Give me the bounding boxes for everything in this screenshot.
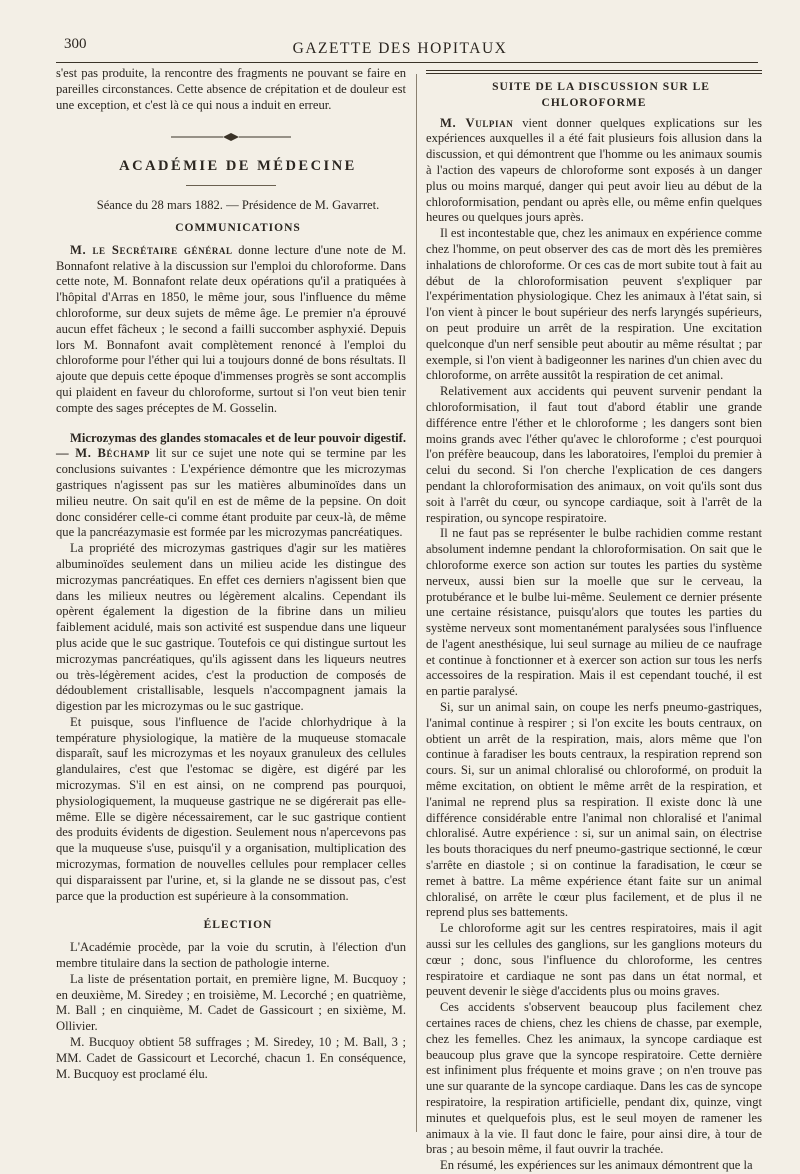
election-heading: ÉLECTION (203, 919, 273, 932)
microzymas-title: Microzymas des glandes stomacales et de leur pouvoir digestif. (70, 430, 406, 445)
right-column (426, 66, 762, 1174)
communications-heading: COMMUNICATIONS (175, 221, 301, 234)
page-number: 300 (64, 36, 87, 52)
election-paragraph-3: M. Bucquoy obtient 58 suffrages ; M. Siredey, 10 ; M. Ball, 3 ; MM. Cadet de Gassicourt et Lecorché, chacun 1. En conséquence, M. Bucquoy est proclamé élu. (56, 1035, 406, 1081)
vulpian-text: vient donner quelques explications sur les expériences auxquelles il a été fait plusieurs fois allusion dans la discussion, et qui démontrent que l'homme ou les animaux soumis à l'action des vapeurs de chloroforme sont exposés à un danger plus ou moins marqué, danger qui peut avoir lieu au début de la chloroformisation, pendant ou après elle, ou même enfin quelques heures ou quelques jours après. (426, 115, 762, 225)
discussion-paragraph-5: Si, sur un animal sain, on coupe les nerfs pneumo-gastriques, l'animal continue à respirer ; si l'on excite les bouts centraux, on obtient un arrêt de la respiration, mais, alors même que l'on continue à faradiser les bouts centraux, la respiration reprend son cours. Si, sur un animal chloralisé ou chloroformé, on produit la même excitation, on obtient le même arrêt de la respiration, et l'animal ne reprend plus sa respiration. Il existe donc là une différence considérable entre l'animal non chloralisé et l'animal chloralisé. Autre expérience : si, sur un animal sain, on électrise les bouts thoraciques du nerf pneumo-gastrique sectionné, le cœur s'arrête en diastole ; si on continue la faradisation, le cœur se remet à battre. La même expérience étant faite sur un animal chloralisé, on arrête le cœur plus facilement, et de plus il ne reprend plus ses battements. (426, 700, 762, 920)
header-rule (56, 62, 758, 63)
section-ornament-icon (171, 127, 291, 147)
secretaire-text: donne lecture d'une note de M. Bonnafont relative à la discussion sur l'emploi du chloroforme. Dans cette note, M. Bonnafont relate deux opérations qu'il a pratiquées à l'hôpital d'Arras en 1850, le même jour, sous l'influence du même chloroforme, sur deux sujets de même âge. Le premier n'a éprouvé aucun effet fâcheux ; le second a failli succomber asphyxié. Depuis lors M. Bonnafont avait complètement renoncé à l'emploi du chloroforme pour l'éther qui lui a toujours donné de bons résultats. Il ajoute que depuis cette époque d'immenses progrès se sont accomplis qui plaident en faveur du chloroforme, surtout si l'on veut bien tenir compte des sages préceptes de M. Gosselin. (56, 242, 407, 415)
left-column (56, 66, 406, 1082)
section-title-academie: ACADÉMIE DE MÉDECINE (119, 158, 357, 175)
discussion-top-rule (426, 70, 762, 74)
short-rule (186, 185, 276, 186)
discussion-paragraph-6: Le chloroforme agit sur les centres respiratoires, mais il agit aussi sur les cellules des ganglions, sur les ganglions moteurs du cœur ; donc, sous l'influence du chloroforme, les centres respiratoire et cardiaque ne sont pas dans un état normal, et peuvent devenir le siège d'accidents plus ou moins graves. (426, 921, 762, 999)
secretaire-paragraph (56, 243, 406, 417)
running-title: GAZETTE DES HOPITAUX (292, 40, 508, 57)
column-divider (416, 74, 417, 1132)
election-paragraph-1: L'Académie procède, par la voie du scrutin, à l'élection d'un membre titulaire dans la section de pathologie interne. (56, 940, 406, 971)
vulpian-lead: M. Vulpian (440, 115, 514, 130)
vulpian-paragraph (426, 116, 762, 227)
microzymas-paragraph-2: La propriété des microzymas gastriques d'agir sur les matières albuminoïdes seulement dans un milieu acide les distingue des microzymas pancréatiques. En effet ces derniers n'agissent bien que dans les milieux neutres ou légèrement alcalins. Cependant ils opèrent également la digestion de la fibrine dans un milieu faiblement acidulé, mais son activité est suspendue dans une liqueur plus acide que le suc gastrique. Toutefois ce qui distingue surtout les microzymas pancréatiques, qu'ils agissent dans les liqueurs neutres ou très-légèrement acides, c'est la production de composés de dédoublement cristallisable, lesquels n'accompagnent jamais la digestion par les microzymas ou le suc gastrique. (56, 541, 406, 714)
discussion-paragraph-7: Ces accidents s'observent beaucoup plus facilement chez certaines races de chiens, chez les chiens de chasse, par exemple, chez les femelles. Chez les animaux, la syncope cardiaque est beaucoup plus grave que la syncope respiratoire. Cette dernière est infiniment plus fréquente et moins grave ; on n'en trouve pas une sur quarante de la syncope cardiaque. Dans les cas de syncope respiratoire, la respiration artificielle, pendant dix, quinze, vingt minutes et quelquefois plus, est le seul moyen de ramener les animaux à la vie. Il faut donc le faire, pour ainsi dire, à tour de bras ; au besoin même, il faut ouvrir la trachée. (426, 1000, 762, 1157)
discussion-heading: SUITE DE LA DISCUSSION SUR LE CHLOROFORME (492, 81, 710, 109)
discussion-paragraph-4: Il ne faut pas se représenter le bulbe rachidien comme restant absolument indemne pendant la chloroformisation. On sait que le chloroforme exerce son action sur toutes les parties du système nerveux, aussi bien sur la moelle que sur le cerveau, la protubérance et le bulbe lui-même. Seulement ce dernier présente une certaine résistance, puisqu'alors que toutes les parties du système nerveux sont momentanément paralysées sous l'influence de l'agent anesthésique, lui seul surnage au milieu de ce naufrage et continue à fonctionner et à exercer son action sur tous les nerfs accessoires de la respiration. Mais il est cependant touché, il est en partie paralysé. (426, 526, 762, 699)
microzymas-author: — M. Béchamp (56, 446, 151, 461)
seance-line: Séance du 28 mars 1882. — Présidence de M. Gavarret. (96, 198, 380, 213)
secretaire-lead: M. le Secrétaire général (70, 242, 233, 257)
discussion-paragraph-2: Il est incontestable que, chez les animaux en expérience comme chez l'homme, on peut observer des cas de mort dès les premières inhalations de chloroforme. Or ces cas de mort subite tout à fait au début de la chloroformisation peuvent s'expliquer par l'expérimentation physiologique. Chez les animaux à l'état sain, si l'on vient à pincer le bout supérieur des nerfs laryngés supérieurs, on peut produire un arrêt de la respiration. Une excitation quelconque d'un nerf sensible peut aboutir au même résultat ; par exemple, si l'on vient à badigeonner les narines d'un chien avec du chloroforme, on arrête aussitôt la respiration de cet animal. (426, 226, 762, 383)
discussion-paragraph-3: Relativement aux accidents qui peuvent survenir pendant la chloroformisation, il faut tout d'abord établir une grande différence entre l'éther et le chloroforme ; les dangers sont bien moins grands avec l'éther qu'avec le chloroforme ; c'est pourquoi l'on préfère beaucoup, dans les laboratoires, l'emploi du premier à celui du second. Si l'on cherche l'explication de ces dangers pendant la chloroformisation des animaux, on voit qu'ils sont dus soit à l'arrêt du cœur, ou syncope cardiaque, soit à l'arrêt de la respiration, ou syncope respiratoire. (426, 384, 762, 525)
microzymas-paragraph (56, 431, 406, 542)
microzymas-paragraph-3: Et puisque, sous l'influence de l'acide chlorhydrique à la température physiologique, la matière de la muqueuse stomacale disparaît, sauf les microzymas et les noyaux granuleux des cellules glandulaires, c'est que l'estomac se digère, est digéré par les microzymas. S'il en est ainsi, on ne comprend pas pourquoi, physiologiquement, la muqueuse gastrique ne se digérerait pas elle-même. Elle se digère nécessairement, car le suc gastrique contient des produits évidents de digestion. Seulement nous n'apercevons pas que la muqueuse s'use, puisqu'il y a organisation, multiplication des microzymas, formation de nouvelles cellules pour remplacer celles qui disparaissent par l'urine, et, si la glande ne se dissout pas, c'est parce que la production est supérieure à la consommation. (56, 714, 406, 903)
microzymas-text-1: lit sur ce sujet une note qui se termine par les conclusions suivantes : L'expérience démontre que les microzymas gastriques n'agissent pas sur les matières albuminoïdes dans un milieu neutre. On sait qu'il en est de même de la pepsine. On doit donc considérer celle-ci comme étant produite par ceux-là, de même que la pancréazymasie est formée par les microzymas pancréatiques. (56, 446, 406, 540)
election-paragraph-2: La liste de présentation portait, en première ligne, M. Bucquoy ; en deuxième, M. Siredey ; en troisième, M. Lecorché ; en quatrième, M. Ball ; en cinquième, M. Cadet de Gassicourt ; en sixième, M. Ollivier. (56, 971, 406, 1034)
discussion-paragraph-8: En résumé, les expériences sur les animaux démontrent que la (440, 1158, 753, 1173)
intro-paragraph: s'est pas produite, la rencontre des fragments ne pouvant se faire en pareilles circonstances. Cette absence de crépitation et de douleur est une exception, et c'est là ce qui nous a induit en erreur. (56, 66, 406, 112)
